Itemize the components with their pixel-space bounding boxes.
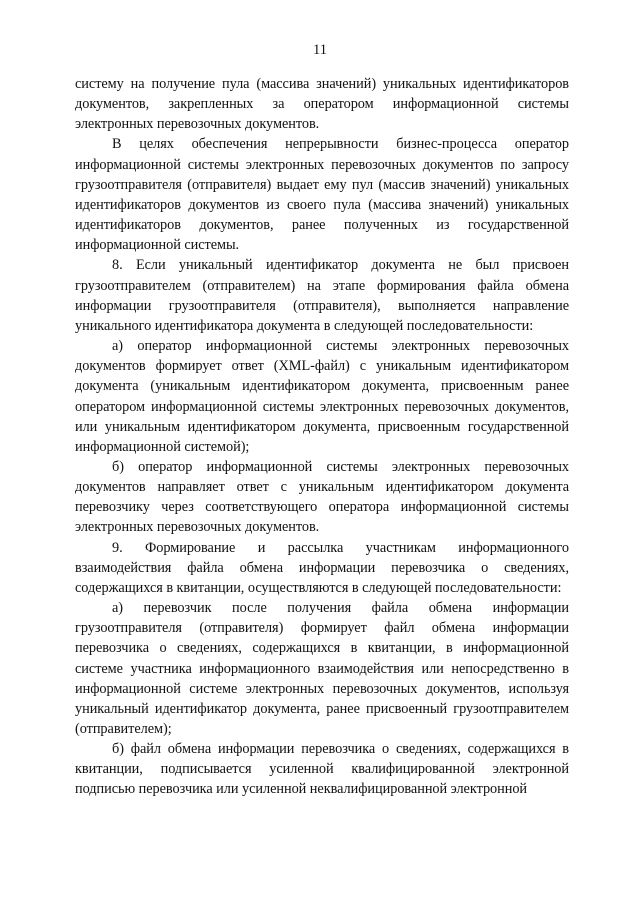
paragraph-business-continuity: В целях обеспечения непрерывности бизнес-процесса оператор информационной системы электронных перевозочных документов по запросу грузоотправителя (отправителя) выдает ему пул (массив значений) уникальных идентификаторов документов из своего пула (массива значений) уникальных идентификаторов документов, ранее полученных из государственной информационной системы. — [75, 136, 569, 254]
paragraph-clause-9: 9. Формирование и рассылка участникам информационного взаимодействия файла обмена информации перевозчика о сведениях, содержащихся в квитанции, осуществляются в следующей последовательности: — [75, 539, 569, 596]
paragraph-clause-8-b: б) оператор информационной системы электронных перевозочных документов направляет ответ с уникальным идентификатором документа перевозчику через соответствующего оператора информационной системы электронных перевозочных документов. — [75, 458, 569, 536]
document-body — [75, 74, 569, 800]
paragraph-clause-9-b: б) файл обмена информации перевозчика о сведениях, содержащихся в квитанции, подписывается усиленной квалифицированной электронной подписью перевозчика или усиленной неквалифицированной электронной — [75, 741, 569, 798]
paragraph-clause-8: 8. Если уникальный идентификатор документа не был присвоен грузоотправителем (отправителем) на этапе формирования файла обмена информации грузоотправителя (отправителя), выполняется направление уникального идентификатора документа в следующей последовательности: — [75, 257, 569, 334]
page-number: 11 — [313, 42, 327, 58]
paragraph-clause-8-a: а) оператор информационной системы электронных перевозочных документов формирует ответ (XML-файл) с уникальным идентификатором документа (уникальным идентификатором документа, присвоенным ранее оператором информационной системы электронных перевозочных документов, или уникальным идентификатором документа, присвоенным государственной информационной системой); — [75, 338, 569, 455]
paragraph-clause-9-a: а) перевозчик после получения файла обмена информации грузоотправителя (отправителя) формирует файл обмена информации перевозчика о сведениях, содержащихся в квитанции, в информационной системе участника информационного взаимодействия или непосредственно в информационной системе электронных перевозочных документов, используя уникальный идентификатор документа, ранее присвоенный грузоотправителем (отправителем); — [75, 600, 569, 737]
paragraph-continuation: системy на получение пула (массива значений) уникальных идентификаторов документов, закрепленных за оператором информационной системы электронных перевозочных документов. — [75, 76, 569, 133]
